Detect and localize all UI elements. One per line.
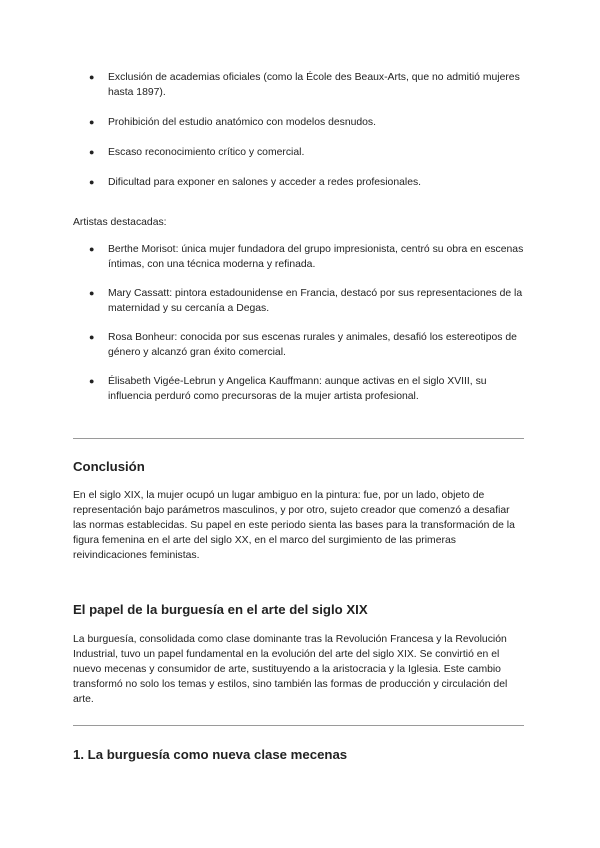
bullet-icon: ● xyxy=(89,244,95,254)
section-1-title: 1. La burguesía como nueva clase mecenas xyxy=(73,747,348,762)
bullet-icon: ● xyxy=(89,332,95,342)
list-item: ● Élisabeth Vigée-Lebrun y Angelica Kauffmann: aunque activas en el siglo XVIII, su influencia perduró como precursoras de la mujer artista profesional. xyxy=(89,376,487,402)
list-item: ● Rosa Bonheur: conocida por sus escenas rurales y animales, desafió los estereotipos de género y alcanzó gran éxito comercial. xyxy=(89,332,517,358)
conclusion-paragraph: En el siglo XIX, la mujer ocupó un lugar ambiguo en la pintura: fue, por un lado, objeto de representación bajo parámetros masculinos, y por otro, sujeto creador que comenzó a desafiar las normas establecidas. Su papel en este periodo sienta las bases para la transformación de la figura femenina en el arte del siglo XX, en el marco del surgimiento de las primeras reivindicaciones feministas. xyxy=(73,490,515,561)
bullet-icon: ● xyxy=(89,117,95,127)
divider xyxy=(73,725,524,726)
burguesia-paragraph: La burguesía, consolidada como clase dominante tras la Revolución Francesa y la Revolución Industrial, tuvo un papel fundamental en la evolución del arte del siglo XIX. Se convirtió en el nuevo mecenas y consumidor de arte, sustituyendo a la aristocracia y la Iglesia. Este cambio transformó no solo los temas y estilos, sino también las formas de producción y circulación del arte. xyxy=(73,634,508,705)
artists-heading: Artistas destacadas: xyxy=(73,217,167,228)
conclusion-title: Conclusión xyxy=(73,459,145,474)
list-item: ● Mary Cassatt: pintora estadounidense en Francia, destacó por sus representaciones de la maternidad y su cercanía a Degas. xyxy=(89,288,523,314)
bullet-icon: ● xyxy=(89,147,95,157)
bullet-icon: ● xyxy=(89,177,95,187)
bullet-icon: ● xyxy=(89,376,95,386)
list-item: ● Prohibición del estudio anatómico con modelos desnudos. xyxy=(89,117,377,128)
list-item: ● Escaso reconocimiento crítico y comercial. xyxy=(89,147,305,158)
bullet-icon: ● xyxy=(89,72,95,82)
bullet-icon: ● xyxy=(89,288,95,298)
burguesia-title: El papel de la burguesía en el arte del siglo XIX xyxy=(73,602,368,617)
list-item: ● Berthe Morisot: única mujer fundadora del grupo impresionista, centró su obra en escenas íntimas, con una técnica moderna y refinada. xyxy=(89,244,524,270)
list-item: ● Exclusión de academias oficiales (como la École des Beaux-Arts, que no admitió mujeres hasta 1897). xyxy=(89,72,520,98)
list-item: ● Dificultad para exponer en salones y acceder a redes profesionales. xyxy=(89,177,422,188)
divider xyxy=(73,438,524,439)
